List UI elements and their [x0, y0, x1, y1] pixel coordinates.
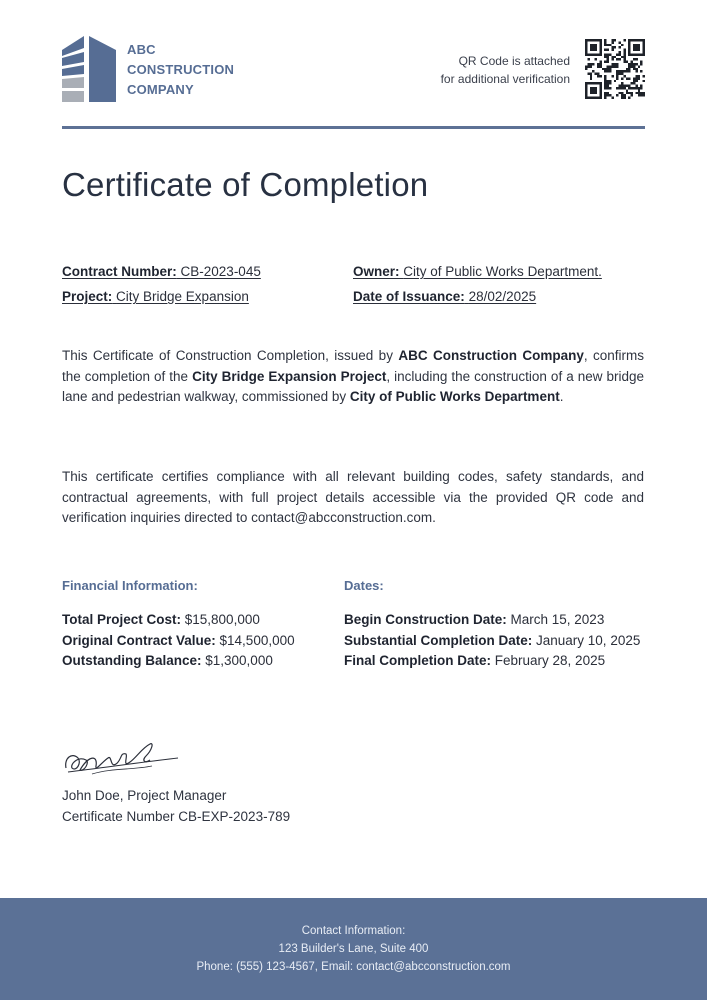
- header: [62, 36, 645, 104]
- dates-list: [344, 610, 640, 672]
- financial-list: [62, 610, 295, 672]
- list-item: Final Completion Date: February 28, 2025: [344, 653, 606, 668]
- list-item: Total Project Cost: $15,800,000: [62, 612, 260, 627]
- owner-field: Owner: City of Public Works Department.: [353, 264, 602, 279]
- qr-code-icon: [585, 38, 645, 100]
- list-item: Substantial Completion Date: January 10, 2025: [344, 632, 641, 648]
- completion-paragraph: This Certificate of Construction Completion, issued by ABC Construction Company, confirms the completion of the City Bridge Expansion Project, including the construction of a new bridge lane and pedestrian walkway, commissioned by City of Public Works Department.: [62, 348, 645, 404]
- footer-contact: Phone: (555) 123-4567, Email: contact@abcconstruction.com: [196, 961, 511, 973]
- signature-icon: [62, 738, 182, 780]
- signer-name: John Doe, Project Manager: [62, 788, 227, 803]
- page-title: Certificate of Completion: [62, 166, 429, 203]
- header-divider: [62, 126, 645, 129]
- qr-note: QR Code is attached for additional verification: [440, 54, 570, 86]
- signer-block: [62, 786, 290, 827]
- company-logo-icon: [62, 36, 116, 102]
- financial-heading: Financial Information:: [62, 578, 198, 593]
- contract-number-field: Contract Number: CB-2023-045: [62, 264, 261, 279]
- project-field: Project: City Bridge Expansion: [62, 289, 249, 304]
- list-item: Original Contract Value: $14,500,000: [62, 632, 295, 648]
- footer: [0, 898, 707, 1000]
- list-item: Begin Construction Date: March 15, 2023: [344, 612, 605, 627]
- footer-address: 123 Builder's Lane, Suite 400: [278, 943, 429, 955]
- compliance-paragraph: This certificate certifies compliance with all relevant building codes, safety standards, and contractual agreements, with full project details accessible via the provided QR code and verification inquiries directed to contact@abcconstruction.com.: [62, 469, 644, 525]
- certificate-number: Certificate Number CB-EXP-2023-789: [62, 808, 291, 824]
- dates-heading: Dates:: [344, 578, 384, 593]
- company-name: ABC CONSTRUCTION COMPANY: [127, 42, 235, 97]
- list-item: Outstanding Balance: $1,300,000: [62, 653, 273, 668]
- issuance-date-field: Date of Issuance: 28/02/2025: [353, 289, 537, 304]
- footer-heading: Contact Information:: [301, 925, 406, 937]
